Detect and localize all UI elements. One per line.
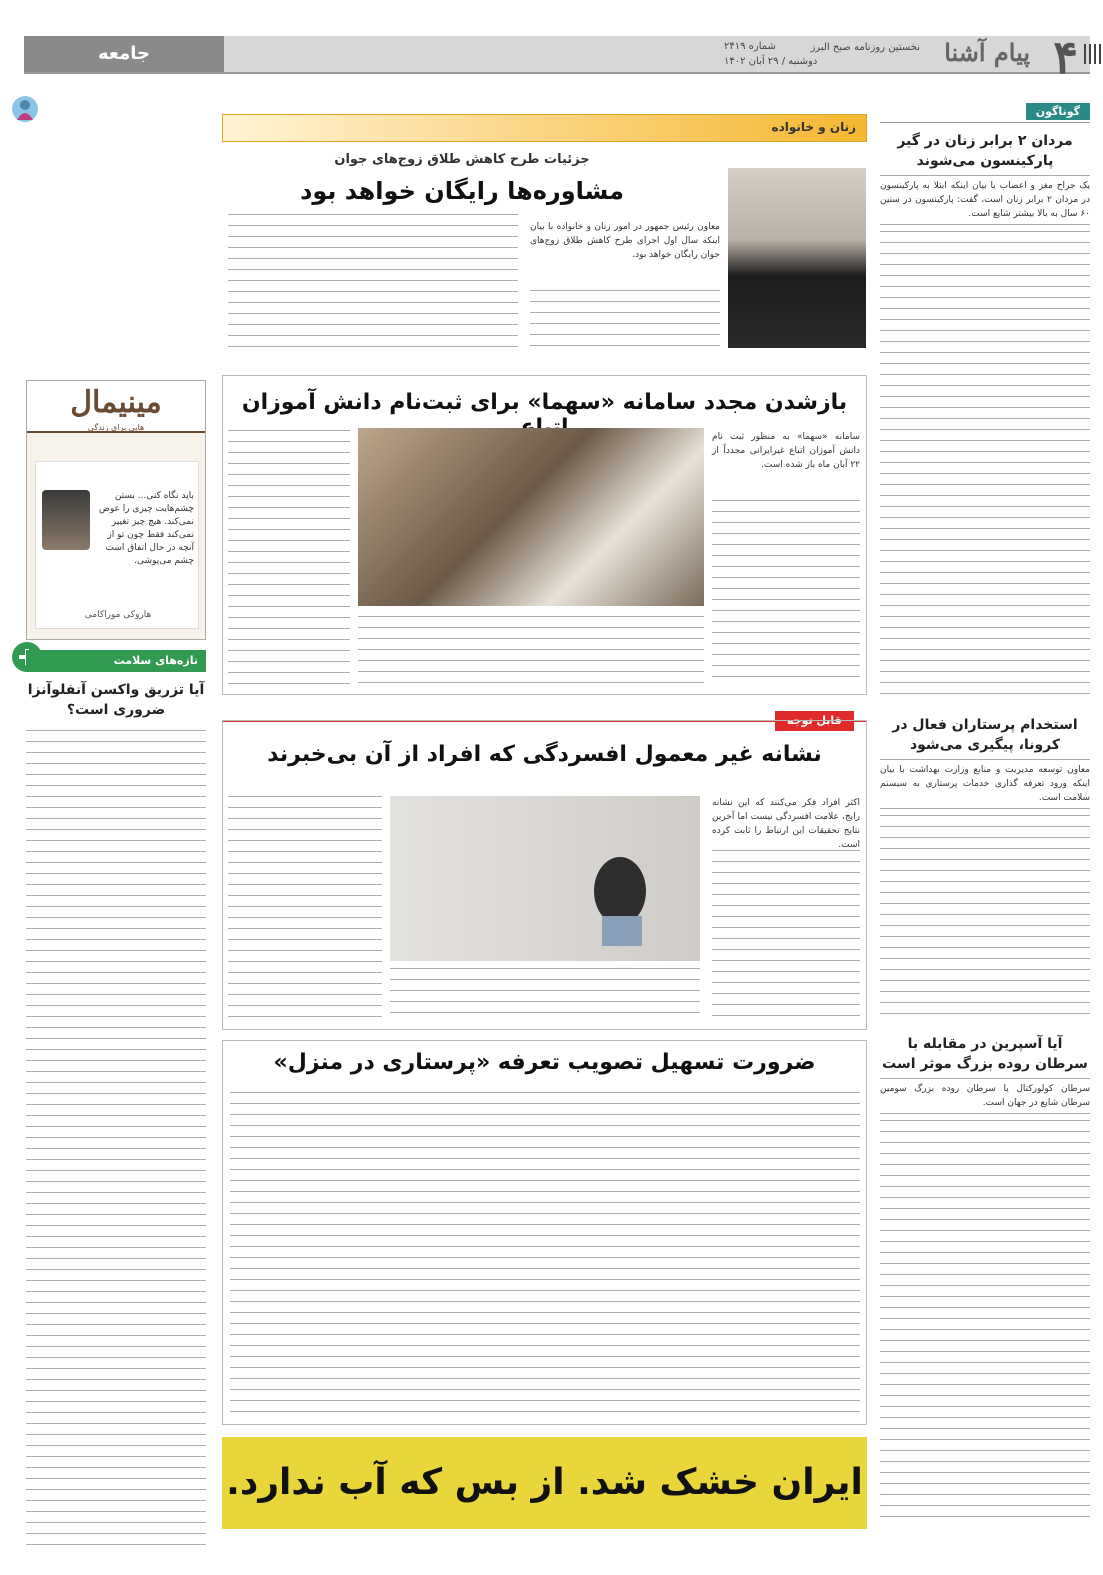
health-article-title: آیا تزریق واکسن آنفلوآنزا ضروری است؟	[27, 682, 205, 718]
article-body-text	[228, 796, 382, 1018]
sidebar-misc	[880, 100, 1090, 1560]
sidebar-article-title: استخدام پرستاران فعال در کرونا، پیگیری می‌شود	[892, 717, 1078, 753]
left-column	[26, 380, 206, 1560]
section-label: زنان و خانواده	[771, 120, 856, 134]
article-body-text	[26, 730, 206, 1550]
article-body-text	[358, 616, 704, 684]
article-body-text	[712, 850, 860, 1020]
article-body-text	[880, 1120, 1090, 1520]
ad-card	[35, 461, 199, 629]
ad-subtitle: هایی برای زندگی	[87, 423, 145, 432]
article-body-text	[712, 500, 860, 685]
section-title: جامعه	[24, 36, 224, 72]
newspaper-logo: پیام آشنا	[944, 38, 1030, 67]
women-family-heading	[222, 152, 702, 205]
ad-quote: باید نگاه کنی... بستن چشم‌هایت چیزی را عوض نمی‌کند. هیچ چیز تغییر نمی‌کند فقط چون تو از آنچه در حال اتفاق است چشم می‌پوشی.	[98, 491, 194, 566]
sad-girl-photo	[390, 796, 700, 961]
page-number: ۴	[1053, 30, 1078, 84]
barcode-marks	[1084, 44, 1103, 64]
page-header	[24, 30, 1090, 84]
sidebar-article-lead: یک جراح مغز و اعصاب با بیان اینکه ابتلا به پارکینسون در مردان ۲ برابر زنان است، گفت: پارکینسون در سنین ۶۰ سال به بالا بیشتر شایع است.	[880, 175, 1090, 225]
depression-lead: اکثر افراد فکر می‌کنند که این نشانه رایج، علامت افسردگی نیست اما آخرین نتایج تحقیقات این ارتباط را ثابت کرده است.	[712, 798, 860, 850]
ad-author: هاروکی موراکامی	[84, 610, 152, 620]
issue-number: شماره ۲۴۱۹	[724, 41, 776, 52]
slogan-banner: ایران خشک شد. از بس که آب ندارد.	[222, 1437, 867, 1529]
nursing-headline: ضرورت تسهیل تصویب تعرفه «پرستاری در منزل»	[273, 1050, 816, 1075]
health-news-tag: تازه‌های سلامت	[26, 650, 206, 672]
sidebar-article-lead: معاون توسعه مدیریت و منابع وزارت بهداشت با بیان اینکه ورود تعرفه گذاری خدمات پرستاری به سیستم سلامت است.	[880, 759, 1090, 809]
article-body-text	[390, 968, 700, 1020]
sidebar-article-lead: سرطان کولورکتال یا سرطان روده بزرگ سومین سرطان شایع در جهان است.	[880, 1078, 1090, 1114]
notice-tag: قابل توجه	[775, 711, 854, 731]
official-photo	[728, 168, 866, 348]
sidebar-article-title: آیا آسپرین در مقابله با سرطان روده بزرگ موثر است	[882, 1036, 1088, 1072]
ad-title: مینیمال	[27, 381, 205, 433]
women-family-icon	[12, 96, 38, 122]
article-body-text	[228, 430, 350, 685]
sidebar-tag: گوناگون	[1026, 103, 1090, 120]
depression-headline: نشانه غیر معمول افسردگی که افراد از آن بی‌خبرند	[267, 742, 822, 767]
issue-date: دوشنبه / ۲۹ آبان ۱۴۰۲	[724, 56, 818, 67]
sidebar-article-title: مردان ۲ برابر زنان در گیر پارکینسون می‌شوند	[897, 133, 1073, 169]
article-body-text	[228, 214, 518, 350]
article-body-text	[230, 1092, 860, 1417]
author-photo	[42, 490, 90, 550]
article-body-text	[880, 231, 1090, 701]
saham-headline: بازشدن مجدد سامانه «سهما» برای ثبت‌نام دانش آموزان	[241, 390, 848, 415]
article-headline: مشاوره‌ها رایگان خواهد بود	[300, 177, 624, 205]
women-family-section-bar	[222, 114, 867, 142]
newspaper-tagline: نخستین روزنامه صبح البرز	[810, 42, 920, 53]
saham-lead: سامانه «سهما» به منظور ثبت نام دانش آموزان اتباع غیرایرانی مجدداً از ۲۲ آبان ماه باز شده است.	[712, 432, 860, 470]
article-body-text	[880, 815, 1090, 1020]
article-kicker: جزئیات طرح کاهش طلاق زوج‌های جوان	[334, 152, 590, 167]
women-family-caption: معاون رئیس جمهور در امور زنان و خانواده با بیان اینکه سال اول اجرای طرح کاهش طلاق زوج‌های جوان رایگان خواهد بود.	[530, 222, 720, 260]
students-photo	[358, 428, 704, 606]
minimal-ad	[26, 380, 206, 640]
article-body-text	[530, 290, 720, 350]
